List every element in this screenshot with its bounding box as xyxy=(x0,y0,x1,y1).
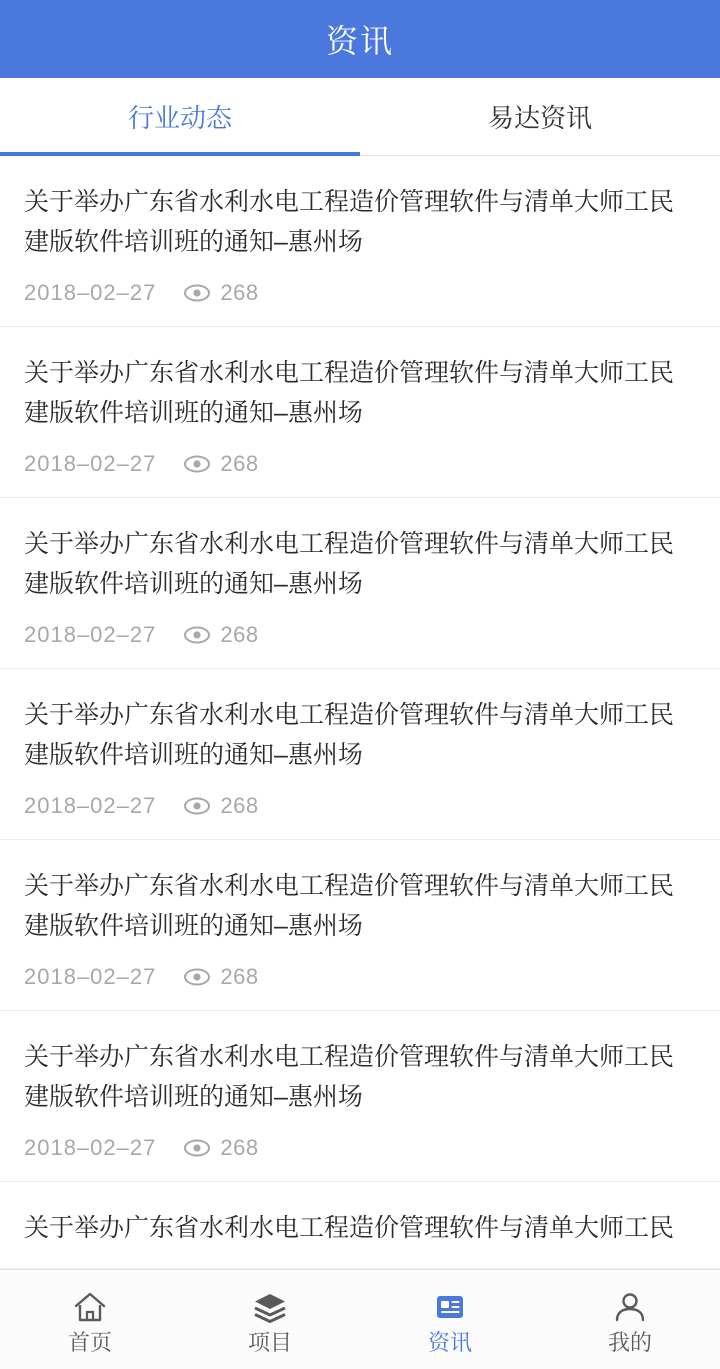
page-header xyxy=(0,0,720,78)
nav-label: 项目 xyxy=(247,1329,292,1355)
news-icon xyxy=(430,1286,470,1328)
list-item[interactable] xyxy=(0,669,720,840)
item-title: 关于举办广东省水利水电工程造价管理软件与清单大师工民建版软件培训班的通知–惠州场 xyxy=(24,701,675,769)
item-date: 2018–02–27 xyxy=(24,280,157,305)
tab-label: 行业动态 xyxy=(127,103,232,133)
news-list[interactable] xyxy=(0,156,720,1269)
item-views: 268 xyxy=(220,451,259,476)
eye-icon xyxy=(184,1139,210,1157)
item-meta xyxy=(24,793,696,819)
list-item[interactable] xyxy=(0,327,720,498)
item-title: 关于举办广东省水利水电工程造价管理软件与清单大师工民建版软件培训班的通知–惠州场 xyxy=(24,188,675,256)
item-meta xyxy=(24,280,696,306)
nav-label: 首页 xyxy=(67,1329,112,1355)
item-meta xyxy=(24,622,696,648)
item-views: 268 xyxy=(220,622,259,647)
tab-industry-news[interactable] xyxy=(0,78,360,155)
eye-icon xyxy=(184,968,210,986)
item-views: 268 xyxy=(220,1135,259,1160)
list-item[interactable] xyxy=(0,840,720,1011)
item-meta xyxy=(24,964,696,990)
nav-item-news[interactable] xyxy=(360,1270,540,1369)
item-title: 关于举办广东省水利水电工程造价管理软件与清单大师工民建版软件培训班的通知–惠州场 xyxy=(24,872,675,940)
item-title: 关于举办广东省水利水电工程造价管理软件与清单大师工民建版软件培训班的通知–惠州场 xyxy=(24,530,675,598)
layers-icon xyxy=(250,1286,290,1328)
item-date: 2018–02–27 xyxy=(24,793,157,818)
tab-bar xyxy=(0,78,720,156)
item-views: 268 xyxy=(220,793,259,818)
user-icon xyxy=(610,1286,650,1328)
list-item[interactable] xyxy=(0,1011,720,1182)
item-title: 关于举办广东省水利水电工程造价管理软件与清单大师工民建版软件培训班的通知–惠州场 xyxy=(24,1043,675,1111)
item-meta xyxy=(24,1135,696,1161)
eye-icon xyxy=(184,284,210,302)
item-date: 2018–02–27 xyxy=(24,964,157,989)
tab-yida-news[interactable] xyxy=(360,78,720,155)
eye-icon xyxy=(184,626,210,644)
list-item[interactable] xyxy=(0,1182,720,1269)
item-views: 268 xyxy=(220,964,259,989)
page-title: 资讯 xyxy=(325,23,394,59)
eye-icon xyxy=(184,455,210,473)
item-date: 2018–02–27 xyxy=(24,451,157,476)
tab-label: 易达资讯 xyxy=(487,103,592,133)
item-views: 268 xyxy=(220,280,259,305)
home-icon xyxy=(70,1286,110,1328)
nav-item-projects[interactable] xyxy=(180,1270,360,1369)
item-date: 2018–02–27 xyxy=(24,622,157,647)
list-item[interactable] xyxy=(0,498,720,669)
eye-icon xyxy=(184,797,210,815)
nav-item-profile[interactable] xyxy=(540,1270,720,1369)
nav-label: 资讯 xyxy=(427,1329,472,1355)
nav-item-home[interactable] xyxy=(0,1270,180,1369)
item-title: 关于举办广东省水利水电工程造价管理软件与清单大师工民 xyxy=(24,1214,675,1242)
item-title: 关于举办广东省水利水电工程造价管理软件与清单大师工民建版软件培训班的通知–惠州场 xyxy=(24,359,675,427)
nav-label: 我的 xyxy=(607,1329,652,1355)
bottom-nav xyxy=(0,1269,720,1369)
item-date: 2018–02–27 xyxy=(24,1135,157,1160)
item-meta xyxy=(24,451,696,477)
list-item[interactable] xyxy=(0,156,720,327)
